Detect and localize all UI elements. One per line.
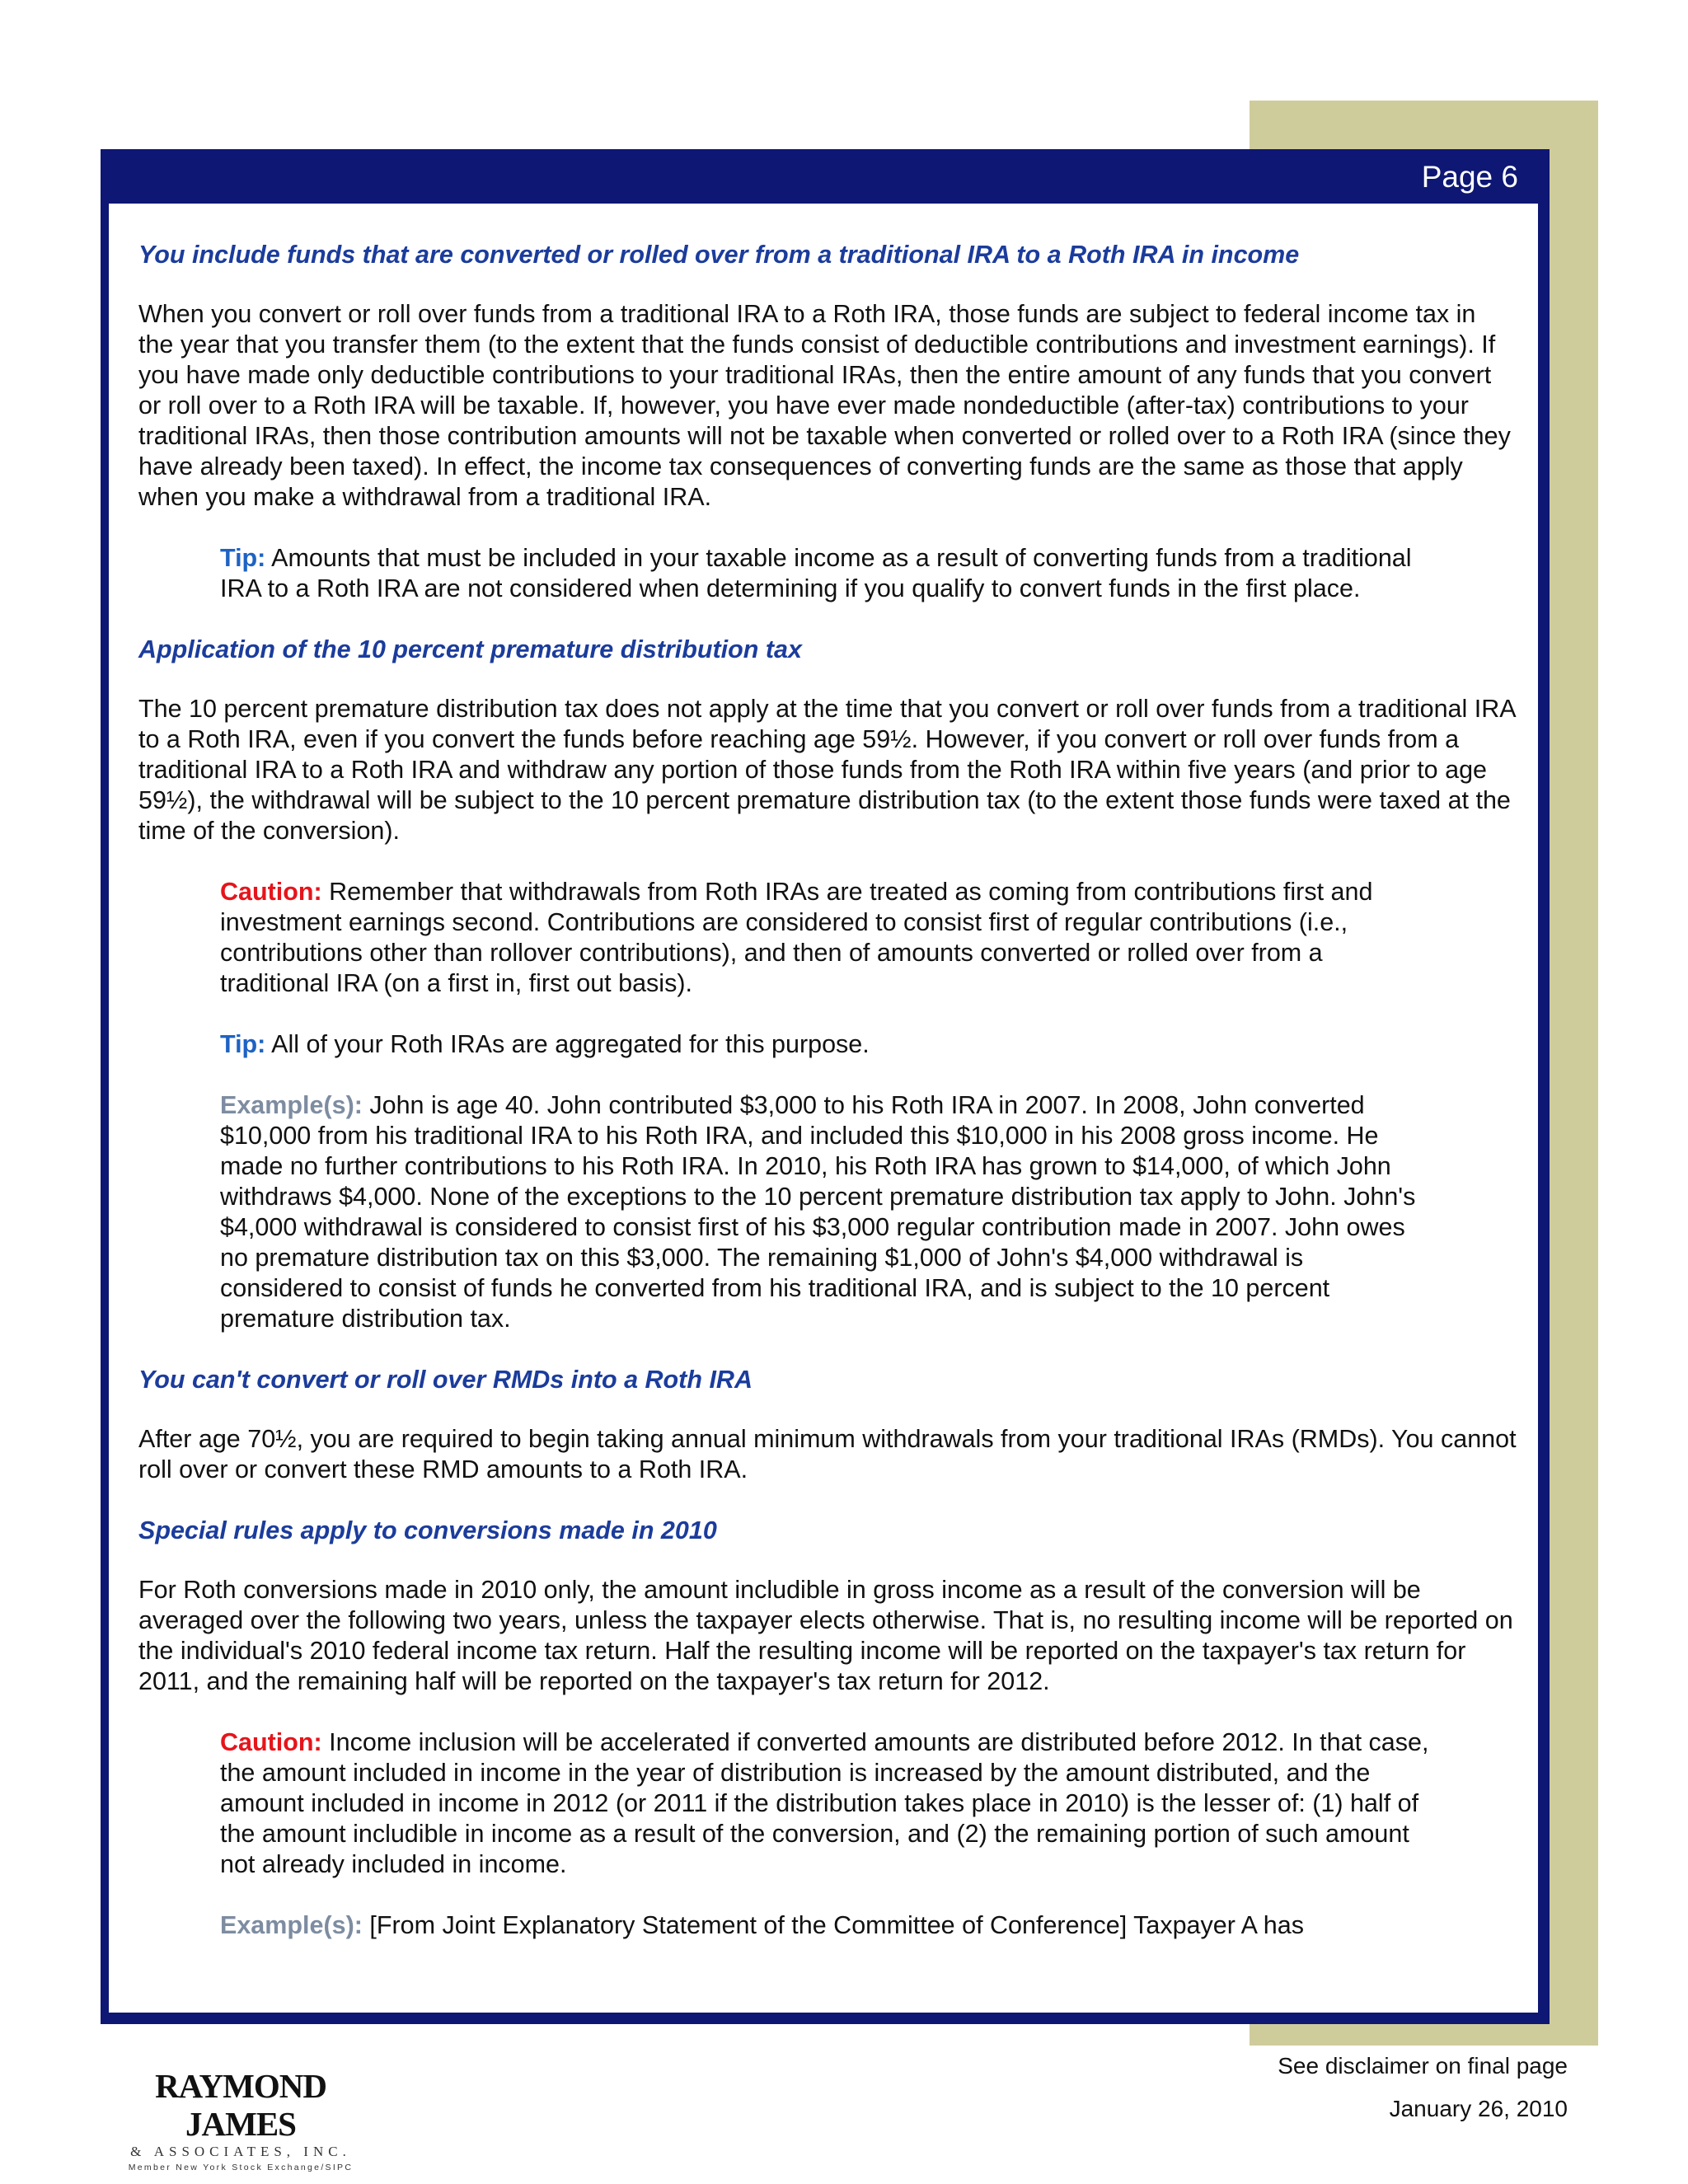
logo-subtitle: & ASSOCIATES, INC. <box>130 2144 351 2159</box>
note-text: Income inclusion will be accelerated if converted amounts are distributed before 2012. In that case, the amount included in income in the year of distribution is increased by the amount distributed, and the amount included in income in 2012 (or 2011 if the distribution takes place in 2010) is the lesser of: (1) half of the amount includible in income as a result of the conversion, and (2) the remaining portion of such amount not already included in income. <box>220 1728 1429 1878</box>
section-body: The 10 percent premature distribution tax does not apply at the time that you convert or roll over funds from a traditional IRA to a Roth IRA, even if you convert the funds before reaching age 59½. However, if you convert or roll over funds from a traditional IRA to a Roth IRA and withdraw any portion of those funds from the Roth IRA within five years (and prior to age 59½), the withdrawal will be subject to the 10 percent premature distribution tax (to the extent those funds were taxed at the time of the conversion). <box>138 695 1515 845</box>
example-note <box>220 1910 1432 1941</box>
section-heading: Application of the 10 percent premature distribution tax <box>138 635 802 663</box>
example-label: Example(s): <box>220 1091 363 1119</box>
note-text: Amounts that must be included in your taxable income as a result of converting funds from a traditional IRA to a Roth IRA are not considered when determining if you qualify to convert funds in the first place. <box>220 544 1412 602</box>
caution-note <box>220 877 1432 999</box>
section-heading: Special rules apply to conversions made in 2010 <box>138 1516 717 1544</box>
tip-label: Tip: <box>220 1030 266 1058</box>
tip-label: Tip: <box>220 544 266 572</box>
note-text: Remember that withdrawals from Roth IRAs are treated as coming from contributions first and investment earnings second. Contributions are considered to consist first of regular contributions (i.e., contributions other than rollover contributions), and then of amounts converted or rolled over from a traditional IRA (on a first in, first out basis). <box>220 878 1373 997</box>
tip-note <box>220 543 1432 604</box>
note-text: All of your Roth IRAs are aggregated for this purpose. <box>265 1030 870 1058</box>
example-note <box>220 1090 1432 1334</box>
disclaimer-note: See disclaimer on final page <box>1278 2053 1568 2079</box>
note-text: [From Joint Explanatory Statement of the Committee of Conference] Taxpayer A has <box>362 1911 1304 1939</box>
caution-label: Caution: <box>220 878 322 906</box>
section-body: For Roth conversions made in 2010 only, the amount includible in gross income as a result of the conversion will be averaged over the following two years, unless the taxpayer elects otherwise. That is, no resulting income will be reported on the individual's 2010 federal income tax return. Half the resulting income will be reported on the taxpayer's tax return for 2011, and the remaining half will be reported on the taxpayer's tax return for 2012. <box>138 1576 1513 1695</box>
note-text: John is age 40. John contributed $3,000 to his Roth IRA in 2007. In 2008, John converted $10,000 from his traditional IRA to his Roth IRA, and included this $10,000 in his 2008 gross income. He made no further contributions to his Roth IRA. In 2010, his Roth IRA has grown to $14,000, of which John withdraws $4,000. None of the exceptions to the 10 percent premature distribution tax apply to John. John's $4,000 withdrawal is considered to consist first of his $3,000 regular contribution made in 2007. John owes no premature distribution tax on this $3,000. The remaining $1,000 of John's $4,000 withdrawal is considered to consist of funds he converted from his traditional IRA, and is subject to the 10 percent premature distribution tax. <box>220 1091 1416 1333</box>
logo-member-line: Member New York Stock Exchange/SIPC <box>128 2163 354 2172</box>
tip-note <box>220 1029 1432 1060</box>
section-body: When you convert or roll over funds from a traditional IRA to a Roth IRA, those funds are subject to federal income tax in the year that you transfer them (to the extent that the funds consist of deductible contributions and investment earnings). If you have made only deductible contributions to your traditional IRAs, then the entire amount of any funds that you convert or roll over to a Roth IRA will be taxable. If, however, you have ever made nondeductible (after-tax) contributions to your traditional IRAs, then those contribution amounts will not be taxable when converted or rolled over to a Roth IRA (since they have already been taxed). In effect, the income tax consequences of converting funds are the same as those that apply when you make a withdrawal from a traditional IRA. <box>138 300 1511 511</box>
caution-label: Caution: <box>220 1728 322 1756</box>
raymond-james-logo <box>101 2067 381 2174</box>
document-date: January 26, 2010 <box>1389 2096 1568 2121</box>
page-frame <box>101 149 1550 2024</box>
page-content <box>109 204 1538 2013</box>
caution-note <box>220 1727 1432 1880</box>
example-label: Example(s): <box>220 1911 363 1939</box>
section-body: After age 70½, you are required to begin taking annual minimum withdrawals from your traditional IRAs (RMDs). You cannot roll over or convert these RMD amounts to a Roth IRA. <box>138 1425 1517 1483</box>
page-number: Page 6 <box>1421 160 1518 194</box>
logo-name: RAYMOND JAMES <box>155 2067 326 2143</box>
section-heading: You include funds that are converted or rolled over from a traditional IRA to a Roth IRA in income <box>138 241 1300 269</box>
section-heading: You can't convert or roll over RMDs into a Roth IRA <box>138 1366 753 1394</box>
